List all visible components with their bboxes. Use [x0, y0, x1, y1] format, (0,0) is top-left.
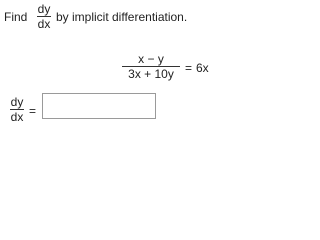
answer-input[interactable] — [42, 93, 156, 119]
equation-rhs: 6x — [196, 61, 209, 75]
instruction-text: by implicit differentiation. — [56, 10, 188, 24]
find-label: Find — [4, 10, 28, 24]
answer-label-denominator: dx — [10, 110, 24, 124]
equation-numerator: x − y — [138, 52, 164, 66]
answer-label-fraction — [10, 96, 24, 123]
equation-denominator: 3x + 10y — [128, 67, 174, 81]
equation-equals-sign: = — [185, 61, 193, 75]
answer-label-numerator: dy — [10, 95, 24, 109]
derivative-denominator: dx — [37, 17, 51, 31]
answer-equals-sign: = — [29, 104, 37, 118]
derivative-fraction — [37, 3, 51, 30]
equation-fraction — [122, 53, 180, 80]
derivative-numerator: dy — [37, 2, 51, 16]
